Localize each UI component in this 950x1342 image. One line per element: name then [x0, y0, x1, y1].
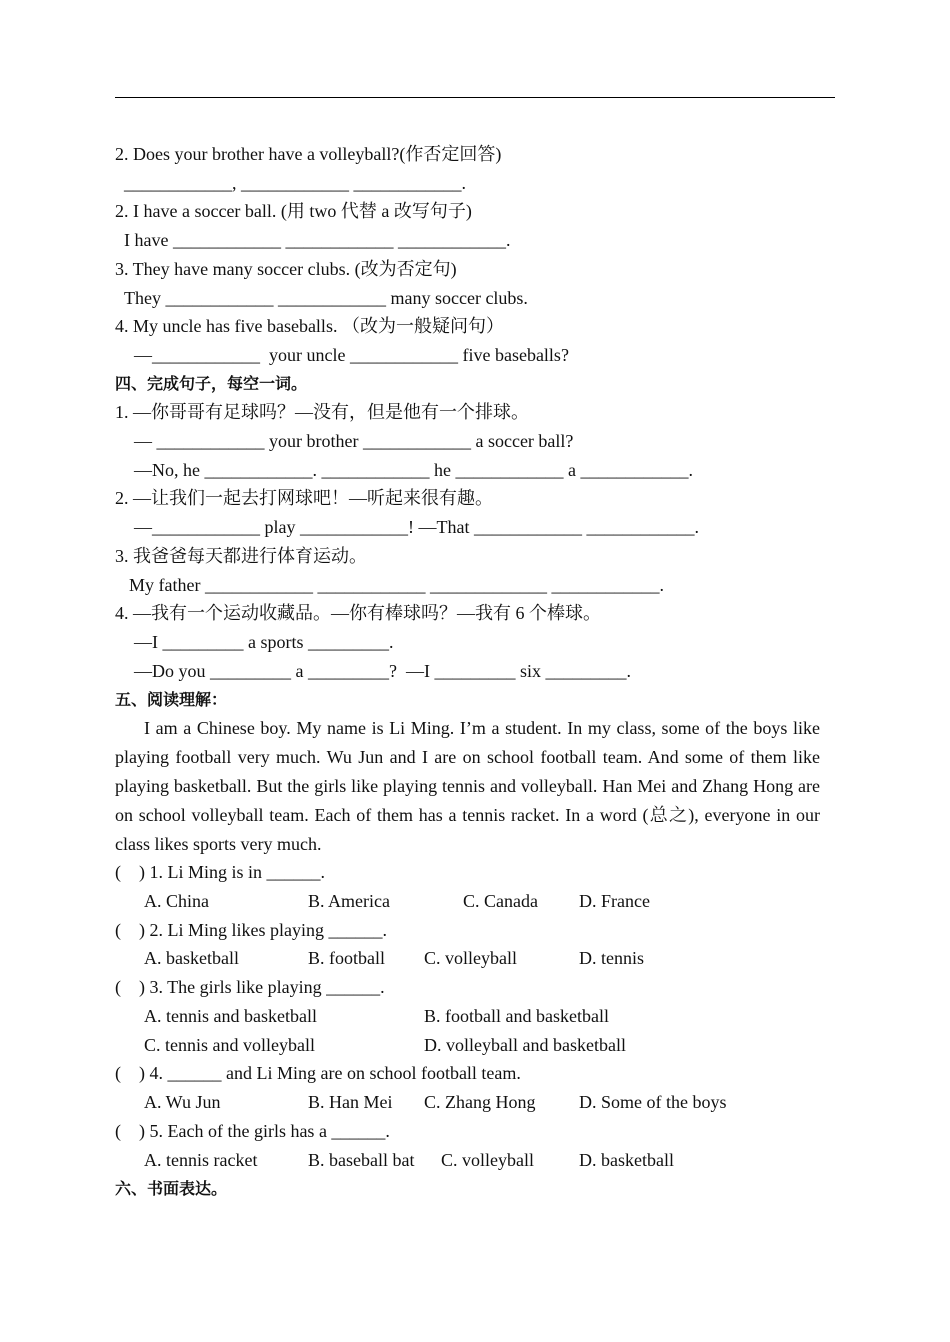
- complete-q2: 2. —让我们一起去打网球吧！—听起来很有趣。: [115, 488, 493, 508]
- header-rule: [115, 97, 835, 98]
- complete-q1: 1. —你哥哥有足球吗？—没有，但是他有一个排球。: [115, 402, 529, 422]
- question-4-stem: ( ) 4. ______ and Li Ming are on school football team.: [115, 1063, 521, 1083]
- rewrite-q3-blank: They ____________ ____________ many soccer clubs.: [124, 288, 528, 308]
- question-4-option-a: A. Wu Jun: [144, 1092, 221, 1112]
- question-5-stem: ( ) 5. Each of the girls has a ______.: [115, 1121, 390, 1141]
- question-1-option-c: C. Canada: [463, 891, 538, 911]
- question-5-option-d: D. basketball: [579, 1150, 674, 1170]
- section-heading-writing: 六、书面表达。: [115, 1179, 228, 1198]
- complete-q2-line1: —____________ play ____________! —That ____________ ____________.: [134, 517, 699, 537]
- question-3-option-d: D. volleyball and basketball: [424, 1035, 626, 1055]
- rewrite-q2a: 2. Does your brother have a volleyball?(作否定回答): [115, 144, 502, 164]
- rewrite-q3: 3. They have many soccer clubs. (改为否定句): [115, 259, 457, 279]
- complete-q4: 4. —我有一个运动收藏品。—你有棒球吗？—我有 6 个棒球。: [115, 603, 601, 623]
- rewrite-q2b-blank: I have ____________ ____________ ____________.: [124, 230, 511, 250]
- question-2-option-d: D. tennis: [579, 948, 644, 968]
- question-2-stem: ( ) 2. Li Ming likes playing ______.: [115, 920, 387, 940]
- question-2-option-c: C. volleyball: [424, 948, 517, 968]
- complete-q1-line1: — ____________ your brother ____________ a soccer ball?: [134, 431, 574, 451]
- question-3-option-c: C. tennis and volleyball: [144, 1035, 315, 1055]
- question-1-stem: ( ) 1. Li Ming is in ______.: [115, 862, 325, 882]
- question-5-option-a: A. tennis racket: [144, 1150, 258, 1170]
- section-heading-complete: 四、完成句子，每空一词。: [115, 374, 308, 393]
- question-5-option-b: B. baseball bat: [308, 1150, 415, 1170]
- rewrite-q4: 4. My uncle has five baseballs. （改为一般疑问句）: [115, 316, 504, 336]
- question-4-option-c: C. Zhang Hong: [424, 1092, 536, 1112]
- question-4-option-d: D. Some of the boys: [579, 1092, 727, 1112]
- question-4-option-b: B. Han Mei: [308, 1092, 393, 1112]
- question-2-option-a: A. basketball: [144, 948, 239, 968]
- complete-q1-line2: —No, he ____________. ____________ he ____________ a ____________.: [134, 460, 693, 480]
- question-1-option-b: B. America: [308, 891, 390, 911]
- reading-passage: I am a Chinese boy. My name is Li Ming. I’m a student. In my class, some of the boys like playing football very much. Wu Jun and I are on school football team. And some of them like playing basketball. But the girls like playing tennis and volleyball. Han Mei and Zhang Hong are on school volleyball team. Each of them has a tennis racket. In a word (总之), everyone in our class likes sports very much.: [115, 718, 820, 854]
- question-1-option-d: D. France: [579, 891, 650, 911]
- complete-q3: 3. 我爸爸每天都进行体育运动。: [115, 546, 367, 566]
- rewrite-q2b: 2. I have a soccer ball. (用 two 代替 a 改写句子): [115, 201, 472, 221]
- question-1-option-a: A. China: [144, 891, 209, 911]
- question-5-option-c: C. volleyball: [441, 1150, 534, 1170]
- question-2-option-b: B. football: [308, 948, 385, 968]
- complete-q4-line1: —I _________ a sports _________.: [134, 632, 394, 652]
- question-3-option-a: A. tennis and basketball: [144, 1006, 317, 1026]
- complete-q4-line2: —Do you _________ a _________? —I _________ six _________.: [134, 661, 631, 681]
- section-heading-reading: 五、阅读理解：: [115, 690, 228, 709]
- rewrite-q2a-blank: ____________, ____________ ____________.: [124, 173, 466, 193]
- question-3-stem: ( ) 3. The girls like playing ______.: [115, 977, 385, 997]
- question-3-option-b: B. football and basketball: [424, 1006, 609, 1026]
- rewrite-q4-blank: —____________ your uncle ____________ five baseballs?: [134, 345, 569, 365]
- complete-q3-line1: My father ____________ ____________ _____________ ____________.: [129, 575, 664, 595]
